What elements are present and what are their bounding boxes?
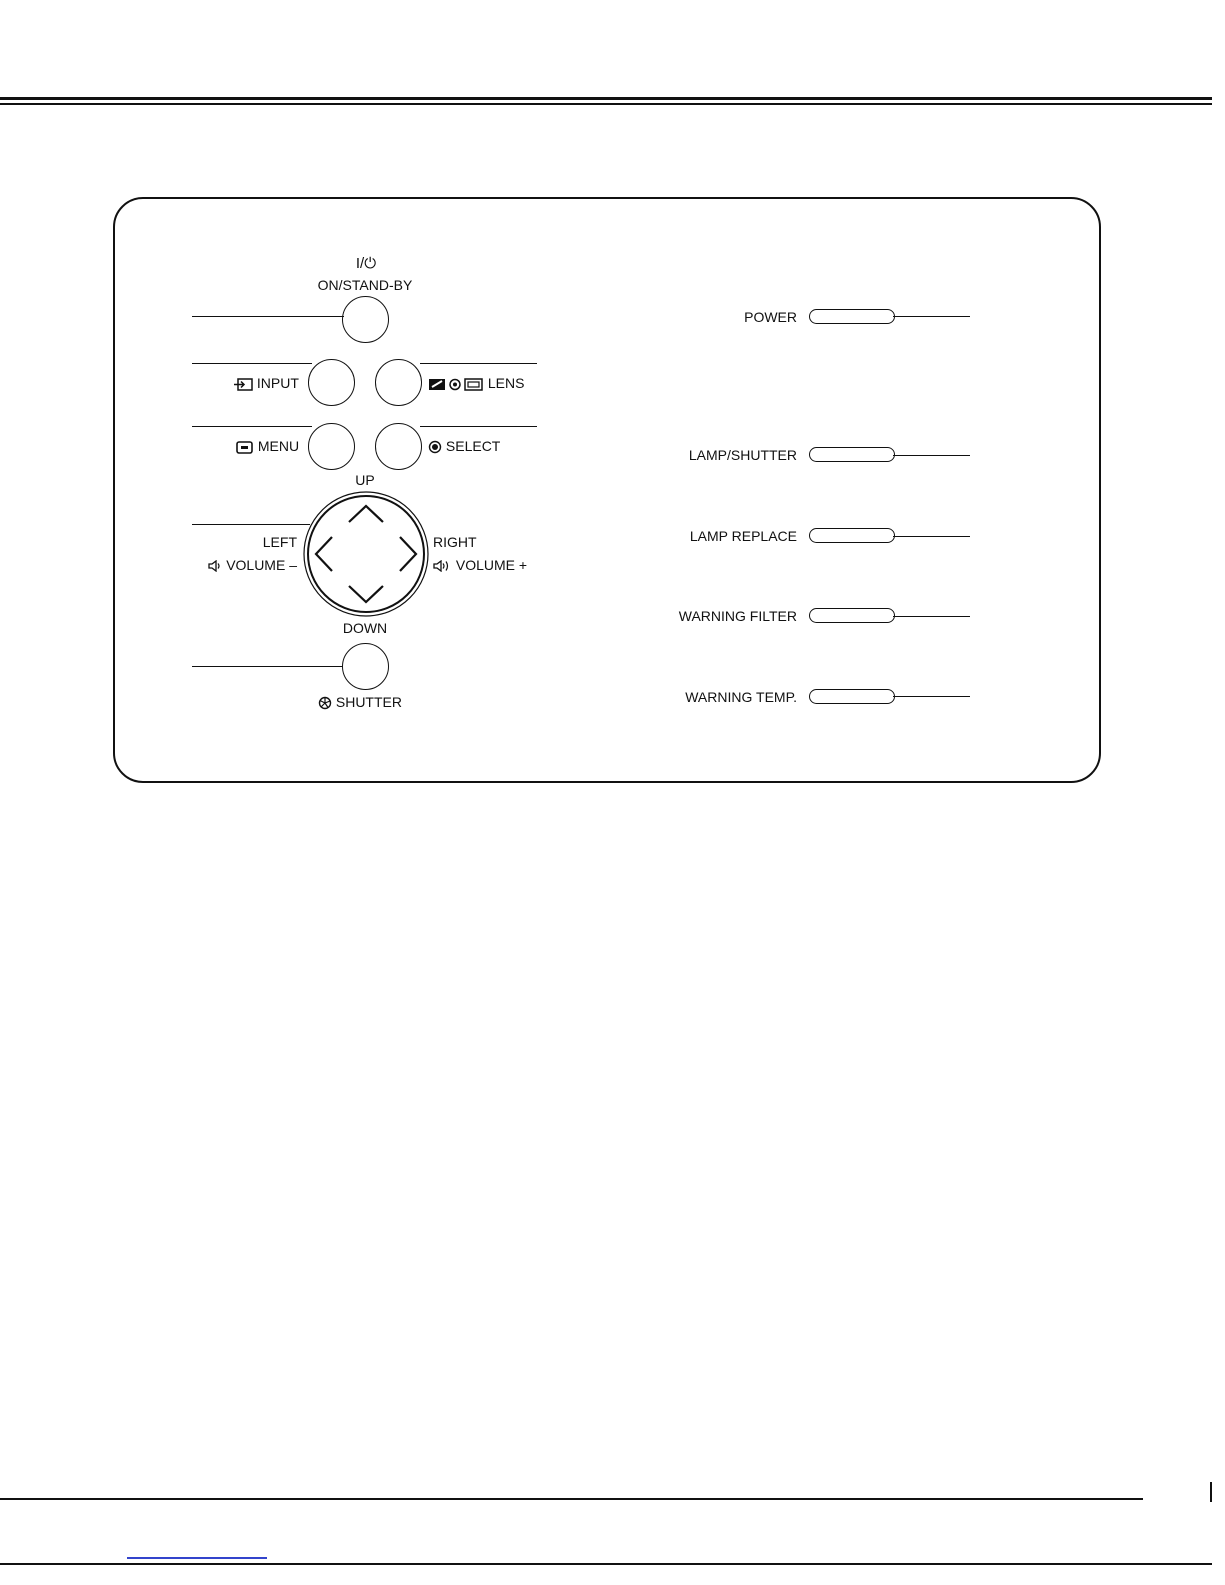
on-standby-callout-line <box>192 316 344 317</box>
indicator-callout-line <box>893 616 970 617</box>
shutter-callout-line <box>192 666 344 667</box>
left-label: LEFT <box>262 534 297 550</box>
on-standby-label: ON/STAND-BY <box>317 277 413 293</box>
menu-label-group <box>236 438 299 454</box>
shutter-icon <box>318 696 332 710</box>
indicator-lamp <box>809 608 895 623</box>
shutter-label-group <box>295 694 425 710</box>
input-icon <box>233 378 253 391</box>
down-label: DOWN <box>342 620 388 636</box>
select-icon <box>428 440 442 454</box>
speaker-low-icon <box>208 560 222 572</box>
right-label: RIGHT <box>433 534 477 550</box>
volume-minus-label: VOLUME – <box>226 557 297 573</box>
indicator-callout-line <box>893 536 970 537</box>
speaker-high-icon <box>433 560 452 572</box>
top-rule <box>0 97 1212 100</box>
bottom-rule <box>0 1498 1143 1500</box>
select-callout-line <box>420 426 537 427</box>
select-label: SELECT <box>445 438 501 454</box>
volume-minus-label-group <box>180 557 297 573</box>
left-arrow-button[interactable] <box>312 534 336 574</box>
volume-plus-label-group <box>433 557 527 573</box>
input-label: INPUT <box>256 375 299 391</box>
indicator-label: LAMP/SHUTTER <box>688 447 797 463</box>
input-callout-line <box>192 363 312 364</box>
indicator-label: WARNING TEMP. <box>685 689 797 705</box>
indicator-callout-line <box>893 316 970 317</box>
footer-link-underline[interactable] <box>127 1557 267 1559</box>
indicator-label: LAMP REPLACE <box>689 528 797 544</box>
lens-callout-line <box>420 363 537 364</box>
lens-label-group <box>428 375 524 391</box>
top-rule-thin <box>0 103 1212 105</box>
shutter-label: SHUTTER <box>335 694 402 710</box>
input-label-group <box>233 375 299 391</box>
shutter-button[interactable] <box>342 643 389 690</box>
indicator-label: POWER <box>744 309 797 325</box>
indicator-lamp <box>809 447 895 462</box>
indicator-lamp <box>809 309 895 324</box>
lens-button[interactable] <box>375 359 422 406</box>
volume-plus-label: VOLUME + <box>455 557 528 573</box>
indicator-callout-line <box>893 696 970 697</box>
menu-callout-line <box>192 426 312 427</box>
indicator-callout-line <box>893 455 970 456</box>
lens-label: LENS <box>487 375 525 391</box>
up-label: UP <box>355 472 375 488</box>
bottom-rule-right-tick <box>1210 1482 1212 1502</box>
footer-rule <box>0 1563 1212 1565</box>
power-symbol-label: I/⏻ <box>355 255 377 272</box>
indicator-lamp <box>809 689 895 704</box>
down-arrow-button[interactable] <box>346 582 386 606</box>
select-label-group <box>428 438 500 454</box>
indicator-label: WARNING FILTER <box>678 608 797 624</box>
menu-button[interactable] <box>308 423 355 470</box>
indicator-lamp <box>809 528 895 543</box>
select-button[interactable] <box>375 423 422 470</box>
menu-icon <box>236 441 254 454</box>
on-standby-button[interactable] <box>342 296 389 343</box>
up-arrow-button[interactable] <box>346 502 386 526</box>
dpad-callout-line <box>192 524 310 525</box>
right-arrow-button[interactable] <box>396 534 420 574</box>
input-button[interactable] <box>308 359 355 406</box>
lens-mode-icons <box>428 377 484 391</box>
menu-label: MENU <box>257 438 300 454</box>
